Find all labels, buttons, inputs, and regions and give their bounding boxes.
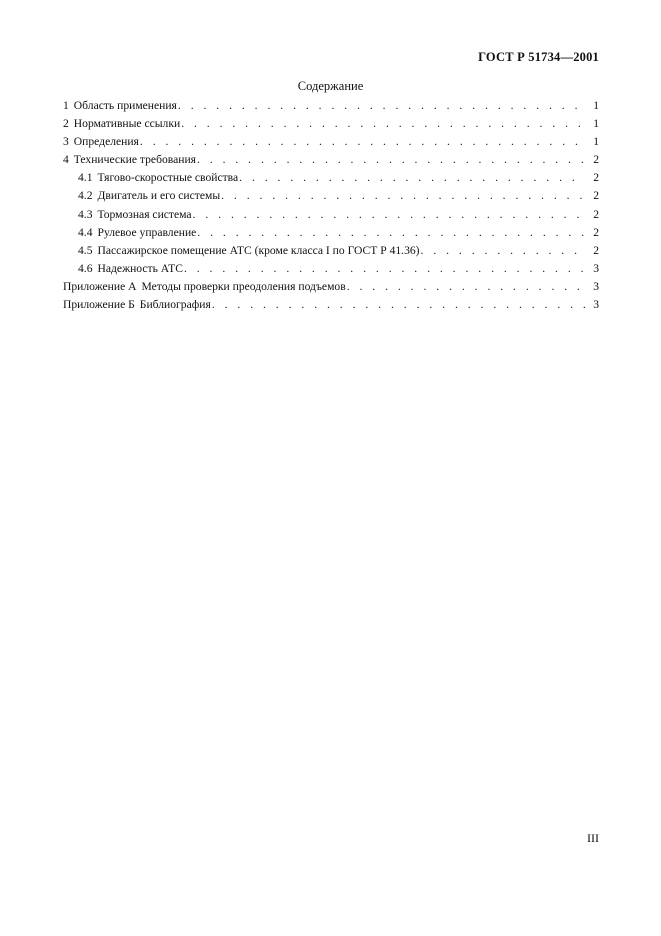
dot-leader bbox=[193, 208, 585, 221]
toc-entry-label: Область применения bbox=[73, 99, 177, 112]
toc-entry-page: 2 bbox=[593, 153, 599, 167]
toc-entry-number: 3 bbox=[63, 135, 69, 149]
toc-entry-label: Пассажирское помещение АТС (кроме класса I по ГОСТ Р 41.36) bbox=[97, 243, 420, 257]
toc-entry-label: Надежность АТС bbox=[97, 261, 183, 275]
dot-leader bbox=[140, 135, 585, 148]
toc-entry-number: 1 bbox=[63, 99, 69, 112]
dot-leader bbox=[178, 99, 585, 112]
toc-entry-4-3[interactable] bbox=[63, 208, 599, 226]
toc-entry-appendix-b[interactable] bbox=[63, 298, 599, 316]
dot-leader bbox=[221, 189, 585, 202]
toc-entry-number: 2 bbox=[63, 117, 69, 131]
dot-leader bbox=[212, 298, 585, 311]
toc-entry-number: 4.3 bbox=[78, 207, 93, 221]
toc-entry-page: 2 bbox=[593, 207, 599, 221]
document-code: ГОСТ Р 51734—2001 bbox=[478, 50, 599, 64]
toc-entry-4-1[interactable] bbox=[63, 171, 599, 189]
toc-entry-page: 2 bbox=[593, 243, 599, 257]
toc-entry-1[interactable] bbox=[63, 99, 599, 117]
toc-entry-page: 2 bbox=[593, 225, 599, 239]
toc-entry-page: 1 bbox=[593, 117, 599, 131]
toc-entry-4-2[interactable] bbox=[63, 189, 599, 207]
toc-entry-label: Тормозная система bbox=[97, 207, 192, 221]
toc-entry-label: Технические требования bbox=[73, 153, 196, 167]
toc-title: Содержание bbox=[297, 79, 364, 93]
toc-entry-label: Определения bbox=[73, 135, 139, 149]
toc-entry-appendix-a[interactable] bbox=[63, 280, 599, 298]
toc-entry-number: 4 bbox=[63, 153, 69, 167]
dot-leader bbox=[421, 244, 585, 257]
toc-entry-label: Тягово-скоростные свойства bbox=[97, 171, 239, 185]
toc-entry-2[interactable] bbox=[63, 117, 599, 135]
toc-entry-page: 1 bbox=[593, 99, 599, 112]
toc-entry-number: 4.2 bbox=[78, 189, 93, 203]
toc-entry-label: Рулевое управление bbox=[97, 225, 197, 239]
toc-entry-label: Библиография bbox=[139, 298, 211, 312]
toc-entry-label: Нормативные ссылки bbox=[73, 117, 181, 131]
dot-leader bbox=[197, 226, 585, 239]
toc-entry-number: Приложение А bbox=[63, 279, 137, 293]
dot-leader bbox=[197, 153, 585, 166]
toc-entry-number: 4.1 bbox=[78, 171, 93, 185]
dot-leader bbox=[184, 262, 585, 275]
page-number: III bbox=[587, 831, 599, 845]
dot-leader bbox=[239, 171, 585, 184]
toc-entry-4-4[interactable] bbox=[63, 226, 599, 244]
table-of-contents bbox=[63, 99, 599, 316]
toc-entry-4-6[interactable] bbox=[63, 262, 599, 280]
toc-entry-3[interactable] bbox=[63, 135, 599, 153]
toc-entry-page: 3 bbox=[593, 261, 599, 275]
toc-entry-4-5[interactable] bbox=[63, 244, 599, 262]
toc-entry-page: 3 bbox=[593, 298, 599, 312]
toc-entry-number: 4.6 bbox=[78, 261, 93, 275]
toc-entry-page: 1 bbox=[593, 135, 599, 149]
toc-entry-number: 4.5 bbox=[78, 243, 93, 257]
toc-entry-page: 2 bbox=[593, 171, 599, 185]
dot-leader bbox=[347, 280, 585, 293]
toc-entry-page: 3 bbox=[593, 279, 599, 293]
toc-entry-4[interactable] bbox=[63, 153, 599, 171]
toc-entry-label: Методы проверки преодоления подъемов bbox=[141, 279, 346, 293]
toc-entry-number: 4.4 bbox=[78, 225, 93, 239]
dot-leader bbox=[181, 117, 585, 130]
toc-entry-label: Двигатель и его системы bbox=[97, 189, 221, 203]
toc-entry-number: Приложение Б bbox=[63, 298, 135, 312]
toc-entry-page: 2 bbox=[593, 189, 599, 203]
